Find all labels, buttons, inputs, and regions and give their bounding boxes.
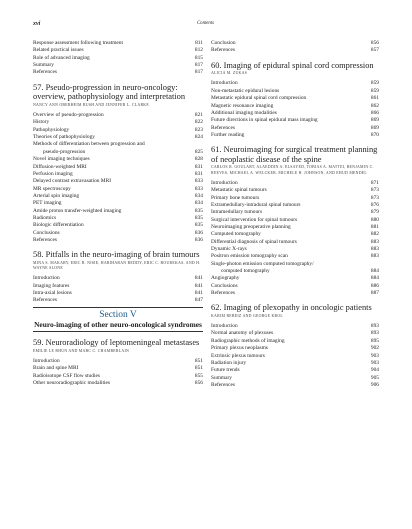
toc-entry bbox=[211, 202, 379, 209]
toc-entry-title: Diffusion-weighted MRI bbox=[33, 163, 87, 170]
chapter-title: 62. Imaging of plexopathy in oncologic patients bbox=[211, 303, 372, 313]
toc-entry bbox=[211, 217, 379, 224]
toc-entry bbox=[33, 186, 203, 193]
toc-entry bbox=[211, 275, 379, 282]
toc-entry bbox=[211, 195, 379, 202]
toc-entry-page: 905 bbox=[370, 374, 379, 381]
toc-entry-page: 879 bbox=[370, 209, 379, 216]
toc-entry-title: Extramedullary-intradural spinal tumours bbox=[211, 201, 301, 208]
running-head: Contents bbox=[196, 21, 215, 26]
toc-entry-title: Response assessment following treatment bbox=[33, 40, 123, 46]
toc-entry bbox=[211, 110, 379, 117]
toc-entry-page: 903 bbox=[370, 352, 379, 359]
toc-entry-page: 817 bbox=[194, 69, 203, 76]
toc-entry-title: Computed tomography bbox=[211, 231, 261, 238]
chapter-62 bbox=[211, 303, 379, 389]
toc-entry-title: Extrinsic plexus tumours bbox=[211, 352, 265, 359]
toc-list bbox=[33, 275, 203, 304]
toc-entry-title: Neuroimaging preoperative planning bbox=[211, 223, 291, 230]
toc-entry-page: 873 bbox=[370, 194, 379, 201]
toc-entry-title: Angiography bbox=[211, 275, 240, 282]
toc-entry-page: 893 bbox=[370, 330, 379, 337]
toc-entry bbox=[33, 373, 203, 380]
toc-entry-page: 893 bbox=[370, 323, 379, 330]
toc-entry-title: PET imaging bbox=[33, 200, 62, 207]
chapter-authors: KARIM REBEIZ AND GEORGE KROL bbox=[211, 313, 284, 318]
toc-entry-title: Imaging features bbox=[33, 282, 70, 289]
toc-entry-title: Delayed contrast extravasation MRI bbox=[33, 178, 111, 185]
toc-entry-title: Primary plexus neoplasms bbox=[211, 345, 268, 352]
toc-entry-title: Introduction bbox=[33, 358, 60, 365]
toc-entry-title: Conclusions bbox=[33, 229, 60, 236]
toc-entry-page: 869 bbox=[370, 124, 379, 131]
toc-entry-title: Introduction bbox=[211, 80, 238, 87]
toc-entry-title: Single-photon emission computed tomography/ bbox=[211, 260, 314, 267]
toc-entry-title: Methods of differentiation between progression and bbox=[33, 141, 145, 148]
toc-entry-page: 836 bbox=[194, 229, 203, 236]
toc-entry-page: 847 bbox=[194, 297, 203, 304]
toc-entry bbox=[211, 117, 379, 124]
toc-entry-title: References bbox=[211, 124, 235, 131]
toc-entry bbox=[33, 275, 203, 282]
chapter-authors: NANCY ANN OBERHEIM BUSH AND JENNIFER L. CLARKE bbox=[33, 102, 149, 107]
toc-entry bbox=[211, 187, 379, 194]
toc-entry bbox=[33, 380, 203, 387]
chapter-authors: CARLOS R. GOULART, ALAEDDIN A. ELSAYED, TOBIAS A. MATTEI, BENJAMIN C. REEVES, MICHAEL A. WELCKER, MICHELE H. JOHNSON, AND EHUD MENDEL bbox=[211, 165, 374, 175]
toc-entry-title: Related practical issues bbox=[33, 47, 84, 54]
toc-entry-page: 841 bbox=[194, 275, 203, 282]
toc-entry-title: Radiomics bbox=[33, 214, 57, 221]
toc-entry bbox=[211, 360, 379, 367]
chapter-59 bbox=[33, 338, 203, 387]
toc-entry-page: 835 bbox=[194, 222, 203, 229]
toc-list bbox=[33, 40, 203, 77]
toc-entry-title: Normal anatomy of plexuses bbox=[211, 330, 274, 337]
toc-entry-page: 828 bbox=[194, 156, 203, 163]
toc-entry-title: MR spectroscopy bbox=[33, 185, 71, 192]
toc-entry-title: Intramedullary tumours bbox=[211, 209, 263, 216]
toc-entry-title: References bbox=[211, 381, 235, 388]
chapter-authors: ALICIA M. ZUKAS bbox=[211, 71, 248, 76]
toc-entry-page: 895 bbox=[370, 337, 379, 344]
toc-list bbox=[33, 358, 203, 387]
toc-entry-title: Perfusion imaging bbox=[33, 170, 73, 177]
chapter-title: 60. Imaging of epidural spinal cord compression bbox=[211, 60, 374, 70]
chapter-authors: EMILIE LE RHUN AND MARC C. CHAMBERLAIN bbox=[33, 348, 130, 353]
toc-entry-page: 882 bbox=[370, 231, 379, 238]
toc-entry-page: 835 bbox=[194, 207, 203, 214]
toc-entry bbox=[211, 375, 379, 382]
toc-entry-title: Metastatic epidural spinal cord compression bbox=[211, 95, 307, 102]
toc-entry bbox=[33, 193, 203, 200]
toc-entry-page: 812 bbox=[194, 47, 203, 54]
toc-entry-page: 871 bbox=[370, 179, 379, 186]
toc-entry bbox=[33, 290, 203, 297]
toc-entry-title: Overview of pseudo-progression bbox=[33, 112, 104, 119]
toc-entry-page: 904 bbox=[370, 367, 379, 374]
toc-entry-title: Positron emission tomography scan bbox=[211, 253, 288, 260]
toc-entry-title: References bbox=[211, 289, 235, 296]
toc-entry bbox=[211, 224, 379, 231]
toc-entry-title: Pathophysiology bbox=[33, 126, 70, 133]
toc-entry-title: Introduction bbox=[33, 275, 60, 282]
toc-entry-title: Metastatic spinal tumours bbox=[211, 187, 267, 194]
toc-entry bbox=[211, 132, 379, 139]
chapter-57 bbox=[33, 83, 203, 245]
toc-entry-page: 817 bbox=[194, 62, 203, 69]
toc-entry-page: 886 bbox=[370, 282, 379, 289]
toc-entry bbox=[211, 382, 379, 389]
toc-entry-page: 822 bbox=[194, 119, 203, 126]
toc-entry bbox=[33, 358, 203, 365]
toc-entry bbox=[211, 95, 379, 102]
toc-entry-title: Surgical intervention for spinal tumours bbox=[211, 216, 298, 223]
toc-entry-page: 861 bbox=[370, 95, 379, 102]
toc-entry-page: 821 bbox=[194, 112, 203, 119]
toc-entry-page: 856 bbox=[370, 40, 379, 46]
toc-entry-page: 811 bbox=[195, 40, 203, 46]
toc-entry-title: pseudo-progression bbox=[43, 148, 86, 155]
page-header bbox=[33, 21, 378, 33]
toc-entry bbox=[211, 290, 379, 297]
toc-entry bbox=[211, 40, 379, 47]
toc-list bbox=[211, 40, 379, 55]
toc-entry-title: Conclusions bbox=[211, 282, 238, 289]
toc-list bbox=[33, 112, 203, 244]
toc-entry-title: Role of advanced imaging bbox=[33, 54, 90, 61]
page-number: xvi bbox=[33, 21, 41, 27]
toc-entry-title: computed tomography bbox=[221, 267, 270, 274]
toc-entry-title: Introduction bbox=[211, 323, 238, 330]
toc-entry-title: Summary bbox=[211, 374, 232, 381]
toc-entry-title: Intra-axial lesions bbox=[33, 289, 72, 296]
toc-entry bbox=[211, 103, 379, 110]
toc-entry-page: 834 bbox=[194, 192, 203, 199]
toc-list bbox=[211, 323, 379, 389]
toc-entry-title: References bbox=[211, 47, 235, 54]
toc-entry-page: 857 bbox=[370, 47, 379, 54]
toc-list bbox=[211, 180, 379, 298]
toc-entry-title: Differential diagnosis of spinal tumours bbox=[211, 238, 297, 245]
toc-entry-title: Other neuroradiographic modalities bbox=[33, 380, 110, 387]
section-heading bbox=[33, 307, 203, 333]
toc-entry-title: References bbox=[33, 236, 57, 243]
toc-entry bbox=[33, 222, 203, 229]
toc-entry bbox=[33, 171, 203, 178]
toc-entry bbox=[33, 149, 203, 156]
chapter-61 bbox=[211, 145, 379, 297]
toc-entry-title: Future directions in spinal epidural mass imaging bbox=[211, 117, 318, 124]
toc-entry bbox=[33, 283, 203, 290]
toc-entry-page: 856 bbox=[194, 380, 203, 387]
toc-entry-title: Theories of pathophysiology bbox=[33, 134, 95, 141]
right-column bbox=[211, 40, 379, 389]
toc-entry-page: 906 bbox=[370, 381, 379, 388]
chapter-title: 57. Pseudo-progression in neuro-oncology: overview, pathophysiology and interpretation bbox=[33, 82, 186, 102]
toc-entry-page: 855 bbox=[194, 372, 203, 379]
toc-entry-page: 815 bbox=[194, 54, 203, 61]
toc-entry-page: 873 bbox=[370, 187, 379, 194]
toc-entry-page: 883 bbox=[370, 245, 379, 252]
toc-entry bbox=[33, 208, 203, 215]
toc-entry-page: 836 bbox=[194, 236, 203, 243]
toc-entry-page: 869 bbox=[370, 117, 379, 124]
toc-entry-page: 870 bbox=[370, 131, 379, 138]
toc-entry-page: 887 bbox=[370, 289, 379, 296]
toc-entry bbox=[211, 209, 379, 216]
toc-entry bbox=[33, 69, 203, 76]
toc-entry bbox=[33, 230, 203, 237]
toc-entry bbox=[33, 156, 203, 163]
toc-list bbox=[211, 80, 379, 139]
toc-entry-page: 841 bbox=[194, 289, 203, 296]
toc-entry bbox=[211, 231, 379, 238]
toc-entry-title: Conclusion bbox=[211, 40, 236, 46]
toc-entry-page: 859 bbox=[370, 80, 379, 87]
toc-entry-page: 866 bbox=[370, 109, 379, 116]
toc-entry bbox=[33, 164, 203, 171]
toc-entry bbox=[211, 353, 379, 360]
toc-entry-title: Brain and spine MRI bbox=[33, 365, 79, 372]
toc-entry-title: Primary bone tumours bbox=[211, 194, 260, 201]
toc-entry-title: Dynamic X-rays bbox=[211, 245, 247, 252]
chapter-title: 61. Neuroimaging for surgical treatment planning of neoplastic disease of the spine bbox=[211, 145, 378, 164]
toc-entry bbox=[211, 88, 379, 95]
toc-entry bbox=[211, 253, 379, 260]
section-subtitle: Neuro-imaging of other neuro-oncological syndromes bbox=[34, 319, 202, 329]
toc-entry-title: Magnetic resonance imaging bbox=[211, 102, 274, 109]
toc-entry-page: 884 bbox=[370, 267, 379, 274]
toc-entry-page: 831 bbox=[194, 163, 203, 170]
toc-entry-title: References bbox=[33, 297, 57, 304]
toc-entry-page: 835 bbox=[194, 214, 203, 221]
toc-entry-page: 883 bbox=[370, 238, 379, 245]
toc-entry-page: 851 bbox=[194, 358, 203, 365]
toc-entry-page: 862 bbox=[370, 102, 379, 109]
toc-entry bbox=[33, 119, 203, 126]
toc-entry bbox=[33, 141, 203, 148]
toc-entry bbox=[33, 297, 203, 304]
toc-entry bbox=[33, 200, 203, 207]
toc-entry bbox=[211, 330, 379, 337]
toc-entry bbox=[33, 62, 203, 69]
toc-entry bbox=[211, 268, 379, 275]
section-label: Section V bbox=[99, 309, 137, 320]
toc-entry-page: 884 bbox=[370, 275, 379, 282]
toc-entry bbox=[33, 40, 203, 47]
left-column bbox=[33, 40, 203, 387]
toc-entry-page: 823 bbox=[194, 126, 203, 133]
toc-entry-title: Amide proton transfer-weighted imaging bbox=[33, 207, 122, 214]
toc-entry-title: Additional imaging modalities bbox=[211, 109, 277, 116]
toc-entry-page: 881 bbox=[370, 223, 379, 230]
toc-entry-title: Biologic differentiation bbox=[33, 222, 84, 229]
toc-entry bbox=[211, 47, 379, 54]
toc-entry bbox=[211, 125, 379, 132]
toc-entry bbox=[211, 345, 379, 352]
toc-entry bbox=[33, 112, 203, 119]
chapter-title: 58. Pitfalls in the neuro-imaging of brain tumours bbox=[33, 250, 200, 260]
toc-entry bbox=[211, 367, 379, 374]
toc-entry-title: Introduction bbox=[211, 179, 238, 186]
toc-entry bbox=[211, 338, 379, 345]
chapter-60 bbox=[211, 61, 379, 140]
toc-entry-page: 902 bbox=[370, 345, 379, 352]
toc-entry-title: History bbox=[33, 119, 50, 126]
toc-entry-page: 903 bbox=[370, 359, 379, 366]
toc-entry bbox=[211, 246, 379, 253]
toc-entry-page: 851 bbox=[194, 365, 203, 372]
toc-entry bbox=[33, 55, 203, 62]
toc-entry-title: Further reading bbox=[211, 131, 245, 138]
chapter-58 bbox=[33, 250, 203, 304]
toc-entry bbox=[33, 365, 203, 372]
toc-entry-page: 859 bbox=[370, 87, 379, 94]
toc-entry-title: Non-metastatic epidural lesions bbox=[211, 87, 280, 94]
toc-entry-title: Radioisotope CSF flow studies bbox=[33, 372, 100, 379]
toc-entry-page: 825 bbox=[194, 148, 203, 155]
toc-entry-page: 834 bbox=[194, 200, 203, 207]
toc-entry bbox=[211, 261, 379, 268]
toc-entry-page: 876 bbox=[370, 201, 379, 208]
toc-entry-title: Summary bbox=[33, 62, 54, 69]
toc-entry-title: Arterial spin imaging bbox=[33, 192, 80, 199]
chapter-authors: MINA S. MAKARY, ERIC R. NISIE, HARIHARAN REDDY, ERIC C. BOUREKAS, AND H. WAYNE SLONE bbox=[33, 260, 201, 271]
toc-entry-page: 833 bbox=[194, 185, 203, 192]
toc-entry bbox=[211, 283, 379, 290]
toc-entry-page: 824 bbox=[194, 134, 203, 141]
toc-entry-page: 880 bbox=[370, 216, 379, 223]
toc-entry bbox=[211, 239, 379, 246]
toc-entry bbox=[33, 47, 203, 54]
toc-entry-title: Future trends bbox=[211, 367, 240, 374]
toc-entry-title: Radiation injury bbox=[211, 359, 247, 366]
toc-entry-page: 831 bbox=[194, 170, 203, 177]
toc-entry bbox=[33, 237, 203, 244]
toc-entry-page: 841 bbox=[194, 282, 203, 289]
toc-entry-title: References bbox=[33, 69, 57, 76]
toc-entry-page: 833 bbox=[194, 178, 203, 185]
chapter-title: 59. Neuroradiology of leptomeningeal metastases bbox=[33, 338, 200, 348]
toc-entry bbox=[211, 80, 379, 87]
toc-entry bbox=[33, 178, 203, 185]
toc-entry-page: 883 bbox=[370, 253, 379, 260]
toc-entry bbox=[211, 180, 379, 187]
toc-entry-title: Radiographic methods of imaging bbox=[211, 337, 285, 344]
toc-entry-title: Novel imaging techniques bbox=[33, 156, 90, 163]
